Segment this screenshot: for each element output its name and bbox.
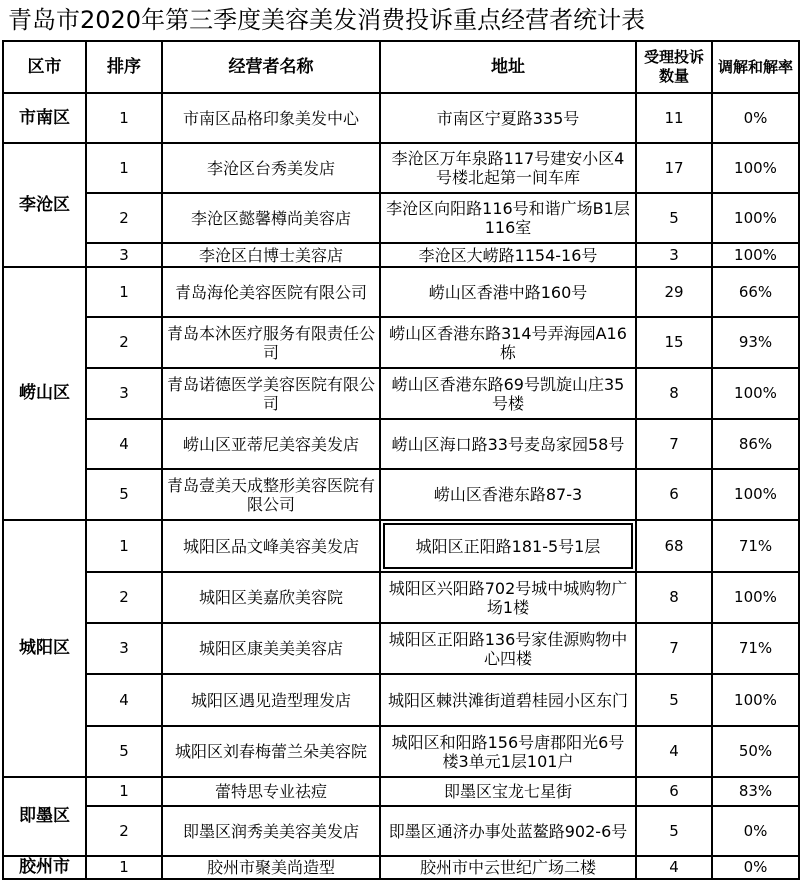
rank-cell: 1 xyxy=(86,856,162,879)
table-row xyxy=(3,267,799,317)
address-cell: 李沧区向阳路116号和谐广场B1层116室 xyxy=(380,193,636,243)
complaint-count-cell: 17 xyxy=(636,143,712,193)
rank-cell: 4 xyxy=(86,419,162,469)
table-row xyxy=(3,674,799,726)
table-row xyxy=(3,856,799,879)
rank-cell: 4 xyxy=(86,674,162,726)
mediation-rate-cell: 100% xyxy=(712,674,799,726)
rank-cell: 1 xyxy=(86,777,162,806)
operator-name-cell: 李沧区懿馨樽尚美容店 xyxy=(162,193,380,243)
header-row xyxy=(3,41,799,93)
district-cell: 城阳区 xyxy=(3,520,86,777)
mediation-rate-cell: 83% xyxy=(712,777,799,806)
complaint-count-cell: 6 xyxy=(636,777,712,806)
statistics-table xyxy=(2,40,800,880)
mediation-rate-cell: 100% xyxy=(712,368,799,419)
mediation-rate-cell: 0% xyxy=(712,856,799,879)
table-row xyxy=(3,143,799,193)
complaint-count-cell: 8 xyxy=(636,572,712,623)
address-cell: 城阳区正阳路136号家佳源购物中心四楼 xyxy=(380,623,636,674)
operator-name-cell: 城阳区遇见造型理发店 xyxy=(162,674,380,726)
district-cell: 李沧区 xyxy=(3,143,86,267)
operator-name-cell: 崂山区亚蒂尼美容美发店 xyxy=(162,419,380,469)
operator-name-cell: 青岛壹美天成整形美容医院有限公司 xyxy=(162,469,380,520)
table-row xyxy=(3,623,799,674)
complaint-count-cell: 15 xyxy=(636,317,712,368)
rank-cell: 1 xyxy=(86,267,162,317)
rank-cell: 2 xyxy=(86,193,162,243)
complaint-count-cell: 68 xyxy=(636,520,712,572)
operator-name-cell: 城阳区品文峰美容美发店 xyxy=(162,520,380,572)
table-row xyxy=(3,726,799,777)
address-cell: 崂山区香港东路69号凯旋山庄35号楼 xyxy=(380,368,636,419)
district-cell: 胶州市 xyxy=(3,856,86,879)
rank-cell: 3 xyxy=(86,368,162,419)
operator-name-cell: 李沧区白博士美容店 xyxy=(162,243,380,267)
table-row xyxy=(3,806,799,856)
district-cell: 即墨区 xyxy=(3,777,86,856)
operator-name-cell: 城阳区刘春梅蕾兰朵美容院 xyxy=(162,726,380,777)
address-cell: 崂山区海口路33号麦岛家园58号 xyxy=(380,419,636,469)
complaint-count-cell: 7 xyxy=(636,419,712,469)
operator-name-cell: 青岛诺德医学美容医院有限公司 xyxy=(162,368,380,419)
complaint-count-cell: 11 xyxy=(636,93,712,143)
table-row xyxy=(3,93,799,143)
header-count: 受理投诉数量 xyxy=(636,41,712,93)
rank-cell: 1 xyxy=(86,520,162,572)
operator-name-cell: 胶州市聚美尚造型 xyxy=(162,856,380,879)
operator-name-cell: 城阳区美嘉欣美容院 xyxy=(162,572,380,623)
mediation-rate-cell: 100% xyxy=(712,143,799,193)
mediation-rate-cell: 100% xyxy=(712,572,799,623)
mediation-rate-cell: 0% xyxy=(712,93,799,143)
complaint-count-cell: 4 xyxy=(636,726,712,777)
complaint-count-cell: 29 xyxy=(636,267,712,317)
operator-name-cell: 青岛海伦美容医院有限公司 xyxy=(162,267,380,317)
rank-cell: 2 xyxy=(86,806,162,856)
rank-cell: 1 xyxy=(86,93,162,143)
district-cell: 市南区 xyxy=(3,93,86,143)
table-row xyxy=(3,419,799,469)
mediation-rate-cell: 50% xyxy=(712,726,799,777)
complaint-count-cell: 7 xyxy=(636,623,712,674)
table-row xyxy=(3,193,799,243)
mediation-rate-cell: 0% xyxy=(712,806,799,856)
mediation-rate-cell: 86% xyxy=(712,419,799,469)
mediation-rate-cell: 100% xyxy=(712,193,799,243)
header-name: 经营者名称 xyxy=(162,41,380,93)
complaint-count-cell: 8 xyxy=(636,368,712,419)
address-cell: 城阳区正阳路181-5号1层 xyxy=(380,520,636,572)
rank-cell: 5 xyxy=(86,469,162,520)
rank-cell: 2 xyxy=(86,572,162,623)
header-rate: 调解和解率 xyxy=(712,41,799,93)
table-row xyxy=(3,520,799,572)
address-cell: 李沧区万年泉路117号建安小区4号楼北起第一间车库 xyxy=(380,143,636,193)
complaint-count-cell: 5 xyxy=(636,806,712,856)
table-row xyxy=(3,777,799,806)
address-cell: 市南区宁夏路335号 xyxy=(380,93,636,143)
address-cell: 胶州市中云世纪广场二楼 xyxy=(380,856,636,879)
address-cell: 城阳区棘洪滩街道碧桂园小区东门 xyxy=(380,674,636,726)
header-rank: 排序 xyxy=(86,41,162,93)
rank-cell: 3 xyxy=(86,243,162,267)
mediation-rate-cell: 71% xyxy=(712,623,799,674)
rank-cell: 5 xyxy=(86,726,162,777)
mediation-rate-cell: 93% xyxy=(712,317,799,368)
mediation-rate-cell: 100% xyxy=(712,469,799,520)
header-address: 地址 xyxy=(380,41,636,93)
table-row xyxy=(3,572,799,623)
address-cell: 即墨区宝龙七星街 xyxy=(380,777,636,806)
district-cell: 崂山区 xyxy=(3,267,86,520)
mediation-rate-cell: 71% xyxy=(712,520,799,572)
table-body xyxy=(3,93,799,879)
rank-cell: 3 xyxy=(86,623,162,674)
operator-name-cell: 蕾特思专业祛痘 xyxy=(162,777,380,806)
complaint-count-cell: 5 xyxy=(636,193,712,243)
table-row xyxy=(3,469,799,520)
mediation-rate-cell: 66% xyxy=(712,267,799,317)
operator-name-cell: 李沧区台秀美发店 xyxy=(162,143,380,193)
operator-name-cell: 市南区品格印象美发中心 xyxy=(162,93,380,143)
page-title: 青岛市2020年第三季度美容美发消费投诉重点经营者统计表 xyxy=(8,6,646,34)
rank-cell: 1 xyxy=(86,143,162,193)
complaint-count-cell: 3 xyxy=(636,243,712,267)
header-district: 区市 xyxy=(3,41,86,93)
complaint-count-cell: 4 xyxy=(636,856,712,879)
address-cell: 崂山区香港中路160号 xyxy=(380,267,636,317)
operator-name-cell: 青岛本沐医疗服务有限责任公司 xyxy=(162,317,380,368)
operator-name-cell: 城阳区康美美美容店 xyxy=(162,623,380,674)
table-row xyxy=(3,243,799,267)
table-row xyxy=(3,317,799,368)
operator-name-cell: 即墨区润秀美美容美发店 xyxy=(162,806,380,856)
address-cell: 即墨区通济办事处蓝鳌路902-6号 xyxy=(380,806,636,856)
address-cell: 城阳区兴阳路702号城中城购物广场1楼 xyxy=(380,572,636,623)
table-row xyxy=(3,368,799,419)
rank-cell: 2 xyxy=(86,317,162,368)
address-cell: 崂山区香港东路314号弄海园A16栋 xyxy=(380,317,636,368)
address-cell: 李沧区大崂路1154-16号 xyxy=(380,243,636,267)
mediation-rate-cell: 100% xyxy=(712,243,799,267)
address-cell: 城阳区和阳路156号唐郡阳光6号楼3单元1层101户 xyxy=(380,726,636,777)
complaint-count-cell: 5 xyxy=(636,674,712,726)
address-cell: 崂山区香港东路87-3 xyxy=(380,469,636,520)
complaint-count-cell: 6 xyxy=(636,469,712,520)
